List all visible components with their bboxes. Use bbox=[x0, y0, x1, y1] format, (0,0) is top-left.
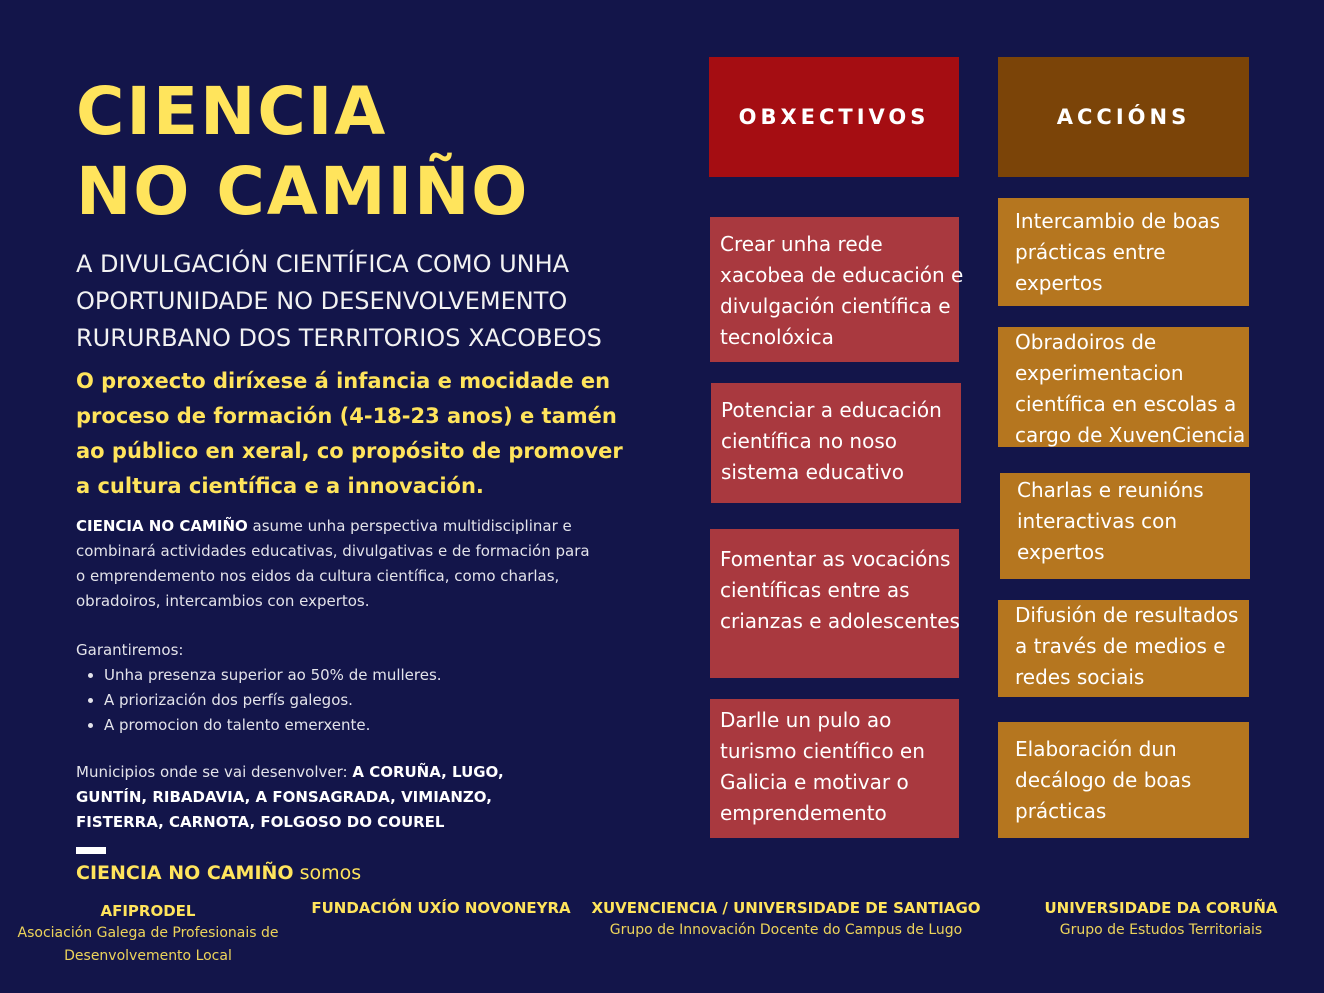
objective-card bbox=[710, 529, 959, 678]
card-line: xacobea de educación e bbox=[720, 263, 964, 287]
partner-description: Desenvolvemento Local bbox=[64, 948, 232, 964]
guarantee-heading: Garantiremos: bbox=[76, 641, 184, 659]
partner-afiprodel bbox=[10, 900, 286, 968]
description-paragraph bbox=[76, 514, 636, 614]
municipalities-line: FISTERRA, CARNOTA, FOLGOSO DO COUREL bbox=[76, 813, 445, 831]
card-line: expertos bbox=[1017, 540, 1105, 564]
description-line: combinará actividades educativas, divulgativas e de formación para bbox=[76, 542, 590, 560]
partners-heading-rest: somos bbox=[293, 862, 362, 884]
intro-paragraph bbox=[76, 364, 636, 504]
card-line: Galicia e motivar o bbox=[720, 770, 909, 794]
partner-name: FUNDACIÓN UXÍO NOVONEYRA bbox=[311, 899, 571, 917]
guarantee-item: • Unha presenza superior ao 50% de mulleres. bbox=[104, 663, 636, 688]
card-line: redes sociais bbox=[1015, 665, 1145, 689]
municipalities-section bbox=[76, 760, 636, 835]
partner-name: AFIPRODEL bbox=[100, 902, 196, 920]
subtitle-line: RURURBANO DOS TERRITORIOS XACOBEOS bbox=[76, 324, 602, 352]
card-line: cargo de XuvenCiencia bbox=[1015, 423, 1246, 447]
description-lead: CIENCIA NO CAMIÑO bbox=[76, 517, 248, 535]
card-line: emprendemento bbox=[720, 801, 887, 825]
card-line: prácticas bbox=[1015, 799, 1107, 823]
card-line: a través de medios e bbox=[1015, 634, 1226, 658]
action-card bbox=[998, 600, 1249, 697]
partner-name: UNIVERSIDADE DA CORUÑA bbox=[1044, 899, 1278, 917]
objective-card bbox=[710, 699, 959, 838]
title-line-2: NO CAMIÑO bbox=[76, 153, 530, 230]
card-line: científicas entre as bbox=[720, 578, 910, 602]
card-line: Darlle un pulo ao bbox=[720, 708, 892, 732]
card-line: experimentacion bbox=[1015, 361, 1184, 385]
description-line: o emprendemento nos eidos da cultura científica, como charlas, bbox=[76, 567, 560, 585]
partner-description: Asociación Galega de Profesionais de bbox=[17, 925, 279, 941]
guarantee-list bbox=[76, 663, 636, 738]
partner-description: Grupo de Estudos Territoriais bbox=[1059, 922, 1263, 938]
card-line: expertos bbox=[1015, 271, 1103, 295]
guarantee-item: • A promocion do talento emerxente. bbox=[104, 713, 636, 738]
subtitle-line: OPORTUNIDADE NO DESENVOLVEMENTO bbox=[76, 287, 568, 315]
subtitle bbox=[76, 246, 696, 357]
partner-name: XUVENCIENCIA / UNIVERSIDADE DE SANTIAGO bbox=[591, 899, 981, 917]
partner-xuvenciencia bbox=[590, 897, 982, 942]
subtitle-line: A DIVULGACIÓN CIENTÍFICA COMO UNHA bbox=[76, 250, 570, 278]
card-line: Difusión de resultados bbox=[1015, 603, 1239, 627]
intro-line: ao público en xeral, co propósito de promover bbox=[76, 439, 623, 463]
intro-line: a cultura científica e a innovación. bbox=[76, 474, 484, 498]
partner-description: Grupo de Innovación Docente do Campus de Lugo bbox=[609, 922, 963, 938]
card-line: Crear unha rede bbox=[720, 232, 883, 256]
card-line: Elaboración dun bbox=[1015, 737, 1177, 761]
description-line: obradoiros, intercambios con expertos. bbox=[76, 592, 370, 610]
actions-header: ACCIÓNS bbox=[998, 57, 1249, 177]
municipalities-bold: A CORUÑA, LUGO, bbox=[352, 763, 504, 781]
card-line: interactivas con bbox=[1017, 509, 1178, 533]
action-card bbox=[998, 198, 1249, 306]
partner-fundacion bbox=[300, 897, 582, 919]
description-line-rest: asume unha perspectiva multidisciplinar e bbox=[247, 517, 572, 535]
card-line: Charlas e reunións bbox=[1017, 478, 1204, 502]
card-line: Potenciar a educación bbox=[721, 398, 942, 422]
card-line: científica en escolas a bbox=[1015, 392, 1237, 416]
partners-heading bbox=[76, 860, 361, 886]
card-line: sistema educativo bbox=[721, 460, 905, 484]
card-line: crianzas e adolescentes bbox=[720, 609, 960, 633]
municipalities-line bbox=[76, 760, 636, 785]
objective-card bbox=[710, 217, 964, 362]
action-card bbox=[998, 327, 1249, 447]
guarantee-section bbox=[76, 638, 636, 738]
action-card bbox=[998, 722, 1249, 838]
card-line: Intercambio de boas bbox=[1015, 209, 1221, 233]
card-line: turismo científico en bbox=[720, 739, 925, 763]
card-line: científica no noso bbox=[721, 429, 897, 453]
intro-line: proceso de formación (4-18-23 anos) e tamén bbox=[76, 404, 617, 428]
card-line: divulgación científica e bbox=[720, 294, 951, 318]
objective-card bbox=[711, 383, 961, 503]
card-line: decálogo de boas bbox=[1015, 768, 1192, 792]
card-line: Fomentar as vocacións bbox=[720, 547, 951, 571]
objectives-header: OBXECTIVOS bbox=[709, 57, 959, 177]
municipalities-line: GUNTÍN, RIBADAVIA, A FONSAGRADA, VIMIANZO, bbox=[76, 788, 492, 806]
card-line: tecnolóxica bbox=[720, 325, 834, 349]
intro-line: O proxecto diríxese á infancia e mocidade en bbox=[76, 369, 611, 393]
description-line bbox=[76, 514, 636, 539]
partner-udc bbox=[1040, 897, 1282, 942]
guarantee-item: • A priorización dos perfís galegos. bbox=[104, 688, 636, 713]
partners-heading-bold: CIENCIA NO CAMIÑO bbox=[76, 862, 294, 884]
title-line-1: CIENCIA bbox=[76, 73, 388, 150]
page-title bbox=[76, 72, 529, 232]
action-card bbox=[1000, 473, 1250, 579]
card-line: prácticas entre bbox=[1015, 240, 1166, 264]
municipalities-label: Municipios onde se vai desenvolver: bbox=[76, 763, 353, 781]
card-line: Obradoiros de bbox=[1015, 330, 1157, 354]
section-divider bbox=[76, 847, 106, 854]
